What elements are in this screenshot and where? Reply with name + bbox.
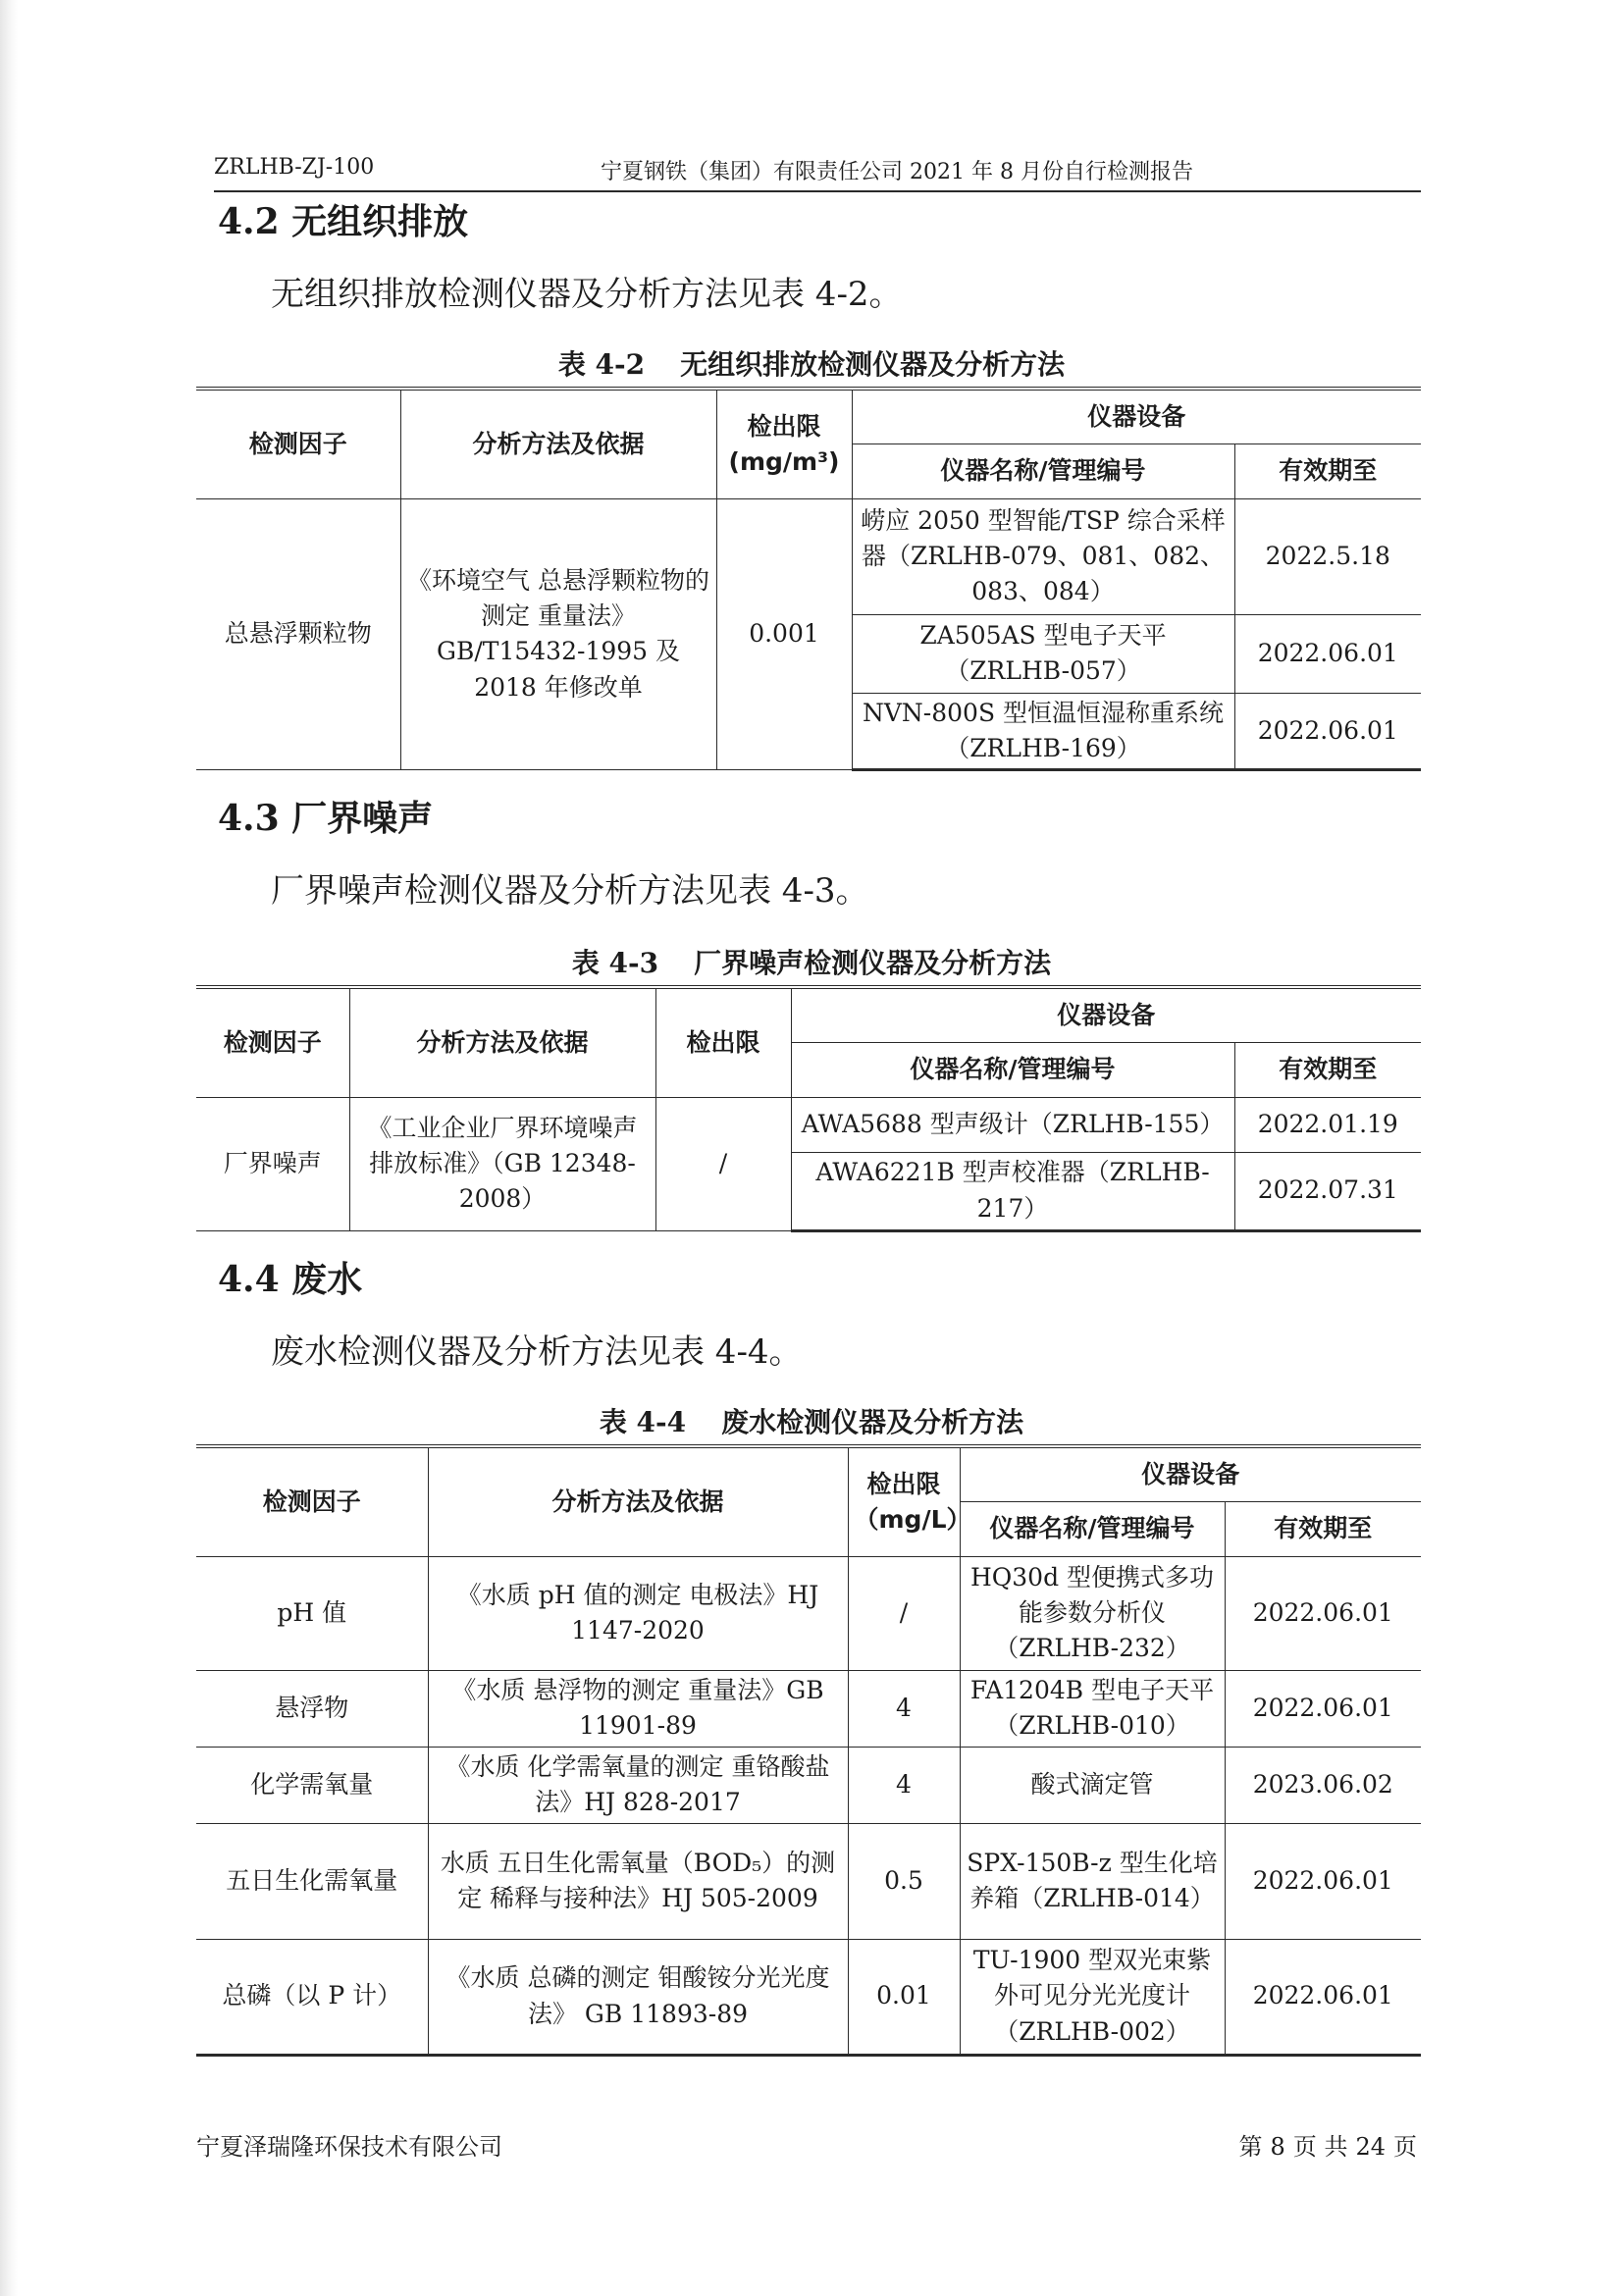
limit-cell: 4 <box>848 1670 960 1747</box>
table-4-2-caption <box>0 343 1623 383</box>
limit-cell: 0.001 <box>716 498 852 770</box>
page-prefix: 第 <box>1238 2133 1263 2161</box>
table-4-2 <box>196 387 1421 771</box>
method-cell: 《水质 pH 值的测定 电极法》HJ 1147-2020 <box>428 1556 848 1670</box>
header-limit-label: 检出限 <box>747 411 821 441</box>
table-4-3-number: 表 4-3 <box>571 947 659 979</box>
table-row <box>196 1670 1421 1747</box>
validity-cell: 2022.07.31 <box>1234 1152 1421 1230</box>
header-instrument-name: 仪器名称/管理编号 <box>852 444 1234 498</box>
table-4-3-caption <box>0 942 1623 981</box>
header-equipment: 仪器设备 <box>791 987 1421 1042</box>
table-4-4-caption <box>0 1401 1623 1440</box>
instrument-cell: HQ30d 型便携式多功能参数分析仪（ZRLHB-232） <box>960 1556 1225 1670</box>
header-validity: 有效期至 <box>1225 1501 1421 1556</box>
header-limit-unit: （mg/L） <box>854 1504 971 1534</box>
page-suffix: 页 <box>1393 2133 1417 2161</box>
header-limit <box>716 389 852 498</box>
section-4-2-intro: 无组织排放检测仪器及分析方法见表 4-2。 <box>271 275 903 314</box>
table-row <box>196 1823 1421 1939</box>
doc-code: ZRLHB-ZJ-100 <box>214 155 375 180</box>
header-limit: 检出限 <box>655 987 791 1097</box>
header-instrument-name: 仪器名称/管理编号 <box>960 1501 1225 1556</box>
validity-cell: 2022.06.01 <box>1225 1556 1421 1670</box>
page-mid: 页 共 <box>1292 2133 1348 2161</box>
table-4-2-title: 无组织排放检测仪器及分析方法 <box>680 348 1066 381</box>
method-cell: 《水质 悬浮物的测定 重量法》GB 11901-89 <box>428 1670 848 1747</box>
validity-cell: 2022.06.01 <box>1225 1670 1421 1747</box>
section-title-4-4: 4.4 废水 <box>218 1259 363 1300</box>
table-4-2-number: 表 4-2 <box>557 348 646 381</box>
header-method: 分析方法及依据 <box>400 389 716 498</box>
limit-cell: 0.01 <box>848 1939 960 2055</box>
validity-cell: 2022.01.19 <box>1234 1097 1421 1152</box>
instrument-cell: TU-1900 型双光束紫外可见分光光度计（ZRLHB-002） <box>960 1939 1225 2055</box>
limit-cell: / <box>848 1556 960 1670</box>
instrument-cell: 酸式滴定管 <box>960 1747 1225 1823</box>
instrument-cell: SPX-150B-z 型生化培养箱（ZRLHB-014） <box>960 1823 1225 1939</box>
header-validity: 有效期至 <box>1234 1042 1421 1097</box>
instrument-cell: FA1204B 型电子天平（ZRLHB-010） <box>960 1670 1225 1747</box>
table-row <box>196 1747 1421 1823</box>
instrument-cell: ZA505AS 型电子天平（ZRLHB-057） <box>852 614 1234 693</box>
header-limit <box>848 1446 971 1556</box>
header-limit-label: 检出限 <box>866 1469 941 1498</box>
header-equipment: 仪器设备 <box>852 389 1421 444</box>
instrument-cell: NVN-800S 型恒温恒湿称重系统（ZRLHB-169） <box>852 693 1234 770</box>
method-cell: 《水质 化学需氧量的测定 重铬酸盐法》HJ 828-2017 <box>428 1747 848 1823</box>
table-4-4-number: 表 4-4 <box>599 1406 687 1438</box>
method-cell: 《环境空气 总悬浮颗粒物的测定 重量法》GB/T15432-1995 及 2018 年修改单 <box>400 498 716 770</box>
instrument-cell: AWA6221B 型声校准器（ZRLHB-217） <box>791 1152 1234 1230</box>
table-row <box>196 1939 1421 2055</box>
factor-cell: 五日生化需氧量 <box>196 1823 428 1939</box>
section-4-3-intro: 厂界噪声检测仪器及分析方法见表 4-3。 <box>271 871 869 911</box>
limit-cell: 0.5 <box>848 1823 960 1939</box>
factor-cell: 总悬浮颗粒物 <box>196 498 400 770</box>
limit-cell: / <box>655 1097 791 1230</box>
validity-cell: 2022.06.01 <box>1225 1939 1421 2055</box>
header-factor: 检测因子 <box>196 987 349 1097</box>
header-method: 分析方法及依据 <box>428 1446 848 1556</box>
section-4-4-intro: 废水检测仪器及分析方法见表 4-4。 <box>271 1332 803 1372</box>
validity-cell: 2023.06.02 <box>1225 1747 1421 1823</box>
header-validity: 有效期至 <box>1234 444 1421 498</box>
instrument-cell: AWA5688 型声级计（ZRLHB-155） <box>791 1097 1234 1152</box>
section-title-4-2: 4.2 无组织排放 <box>218 201 469 242</box>
validity-cell: 2022.06.01 <box>1225 1823 1421 1939</box>
validity-cell: 2022.06.01 <box>1234 693 1421 770</box>
factor-cell: 化学需氧量 <box>196 1747 428 1823</box>
page-header <box>214 147 1421 192</box>
header-factor: 检测因子 <box>196 389 400 498</box>
table-4-3-title: 厂界噪声检测仪器及分析方法 <box>694 947 1052 979</box>
factor-cell: 厂界噪声 <box>196 1097 349 1230</box>
table-4-3 <box>196 985 1421 1232</box>
page-number <box>1235 2127 1421 2162</box>
limit-cell: 4 <box>848 1747 960 1823</box>
header-method: 分析方法及依据 <box>349 987 655 1097</box>
method-cell: 水质 五日生化需氧量（BOD₅）的测定 稀释与接种法》HJ 505-2009 <box>428 1823 848 1939</box>
page-total: 24 <box>1355 2133 1386 2161</box>
table-4-4-title: 废水检测仪器及分析方法 <box>721 1406 1024 1438</box>
header-instrument-name: 仪器名称/管理编号 <box>791 1042 1234 1097</box>
header-factor: 检测因子 <box>196 1446 428 1556</box>
header-limit-unit: (mg/m³) <box>728 446 840 476</box>
validity-cell: 2022.5.18 <box>1234 498 1421 614</box>
factor-cell: 悬浮物 <box>196 1670 428 1747</box>
factor-cell: pH 值 <box>196 1556 428 1670</box>
section-title-4-3: 4.3 厂界噪声 <box>218 798 434 839</box>
table-row <box>196 1556 1421 1670</box>
validity-cell: 2022.06.01 <box>1234 614 1421 693</box>
table-4-4 <box>196 1444 1421 2057</box>
footer-org: 宁夏泽瑞隆环保技术有限公司 <box>196 2133 502 2161</box>
method-cell: 《工业企业厂界环境噪声排放标准》（GB 12348-2008） <box>349 1097 655 1230</box>
header-equipment: 仪器设备 <box>960 1446 1421 1501</box>
page-current: 8 <box>1270 2133 1285 2161</box>
method-cell: 《水质 总磷的测定 钼酸铵分光光度法》 GB 11893-89 <box>428 1939 848 2055</box>
doc-title: 宁夏钢铁（集团）有限责任公司 2021 年 8 月份自行检测报告 <box>601 160 1193 184</box>
factor-cell: 总磷（以 P 计） <box>196 1939 428 2055</box>
instrument-cell: 崂应 2050 型智能/TSP 综合采样器（ZRLHB-079、081、082、083、084） <box>852 498 1234 614</box>
